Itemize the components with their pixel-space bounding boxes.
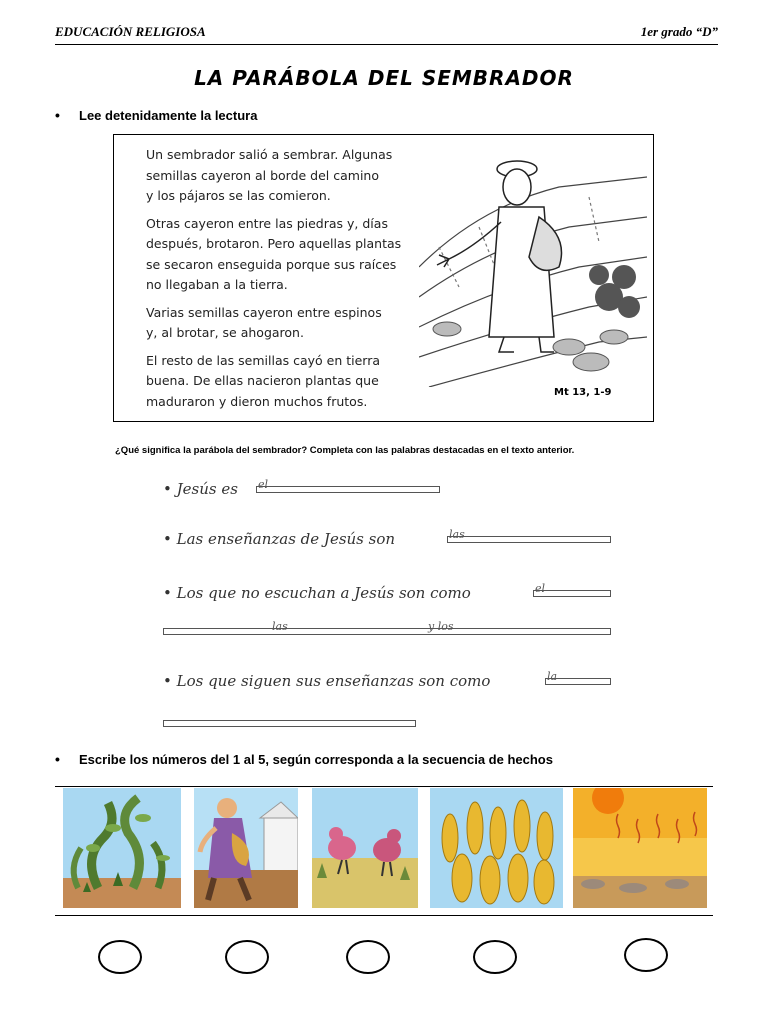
page-title: LA PARÁBOLA DEL SEMBRADOR [194, 66, 574, 90]
line: Varias semillas cayeron entre espinos [146, 304, 382, 320]
line: El resto de las semillas cayó en tierra [146, 352, 381, 368]
line: y los pájaros se las comieron. [146, 188, 331, 203]
line: buena. De ellas nacieron plantas que [146, 373, 379, 388]
answer-oval-4[interactable] [473, 940, 517, 974]
panel-thorns [63, 788, 181, 908]
paragraph-4 [146, 351, 436, 413]
line: maduraron y dieron muchos frutos. [146, 393, 368, 409]
statement-3: • Los que no escuchan a Jesús son como [163, 584, 471, 602]
line: después, brotaron. Pero aquellas plantas [146, 236, 402, 251]
answer-line-4b[interactable] [163, 720, 416, 727]
panel-sun-rocks [573, 788, 707, 908]
line: Un sembrador salió a sembrar. Algunas [146, 147, 393, 162]
panel-wheat [430, 788, 563, 908]
paragraph-3 [146, 303, 436, 344]
hint-4: la [547, 670, 558, 683]
line: no llegaban a la tierra. [146, 277, 288, 292]
statement-1-text: Jesús es [176, 480, 238, 498]
answer-oval-5[interactable] [624, 938, 668, 972]
reading-box [113, 134, 654, 422]
panel-sower [194, 788, 298, 908]
line: y, al brotar, se ahogaron. [146, 325, 304, 340]
hint-2: las [449, 528, 465, 541]
answer-line-2[interactable] [447, 536, 611, 543]
panel-birds [312, 788, 418, 908]
statement-4: • Los que siguen sus enseñanzas son como [163, 672, 491, 690]
hint-3a: el [535, 582, 546, 595]
citation: Mt 13, 1-9 [554, 387, 612, 398]
answer-oval-3[interactable] [346, 940, 390, 974]
statement-3-text: Los que no escuchan a Jesús son como [176, 584, 471, 602]
answer-oval-2[interactable] [225, 940, 269, 974]
grade-label: 1er grado “D” [640, 24, 718, 39]
subject-label: EDUCACIÓN RELIGIOSA [55, 24, 206, 39]
statement-4-text: Los que siguen sus enseñanzas son como [176, 672, 491, 690]
paragraph-2 [146, 214, 436, 296]
paragraph-1 [146, 145, 436, 207]
statement-1: • Jesús es [163, 480, 238, 498]
sower-illustration [419, 147, 647, 387]
answer-line-1[interactable] [256, 486, 440, 493]
question-text: ¿Qué significa la parábola del sembrador? Completa con las palabras destacadas en el texto anterior. [115, 445, 575, 456]
instruction-read: • Lee detenidamente la lectura [79, 108, 257, 123]
hint-1: el [258, 478, 269, 491]
hint-3c: y los [428, 620, 454, 633]
answer-oval-1[interactable] [98, 940, 142, 974]
line: Otras cayeron entre las piedras y, días [146, 215, 388, 231]
statement-2: • Las enseñanzas de Jesús son [163, 530, 396, 548]
hint-3b: las [272, 620, 288, 633]
statement-2-text: Las enseñanzas de Jesús son [176, 530, 396, 548]
line: se secaron enseguida porque sus raíces [146, 256, 397, 272]
answer-line-3b[interactable] [163, 628, 611, 635]
header-rule [55, 44, 718, 45]
line: semillas cayeron al borde del camino [146, 167, 380, 183]
reading-text [146, 145, 436, 419]
instruction-sequence: • Escribe los números del 1 al 5, según corresponda a la secuencia de hechos [79, 752, 553, 767]
